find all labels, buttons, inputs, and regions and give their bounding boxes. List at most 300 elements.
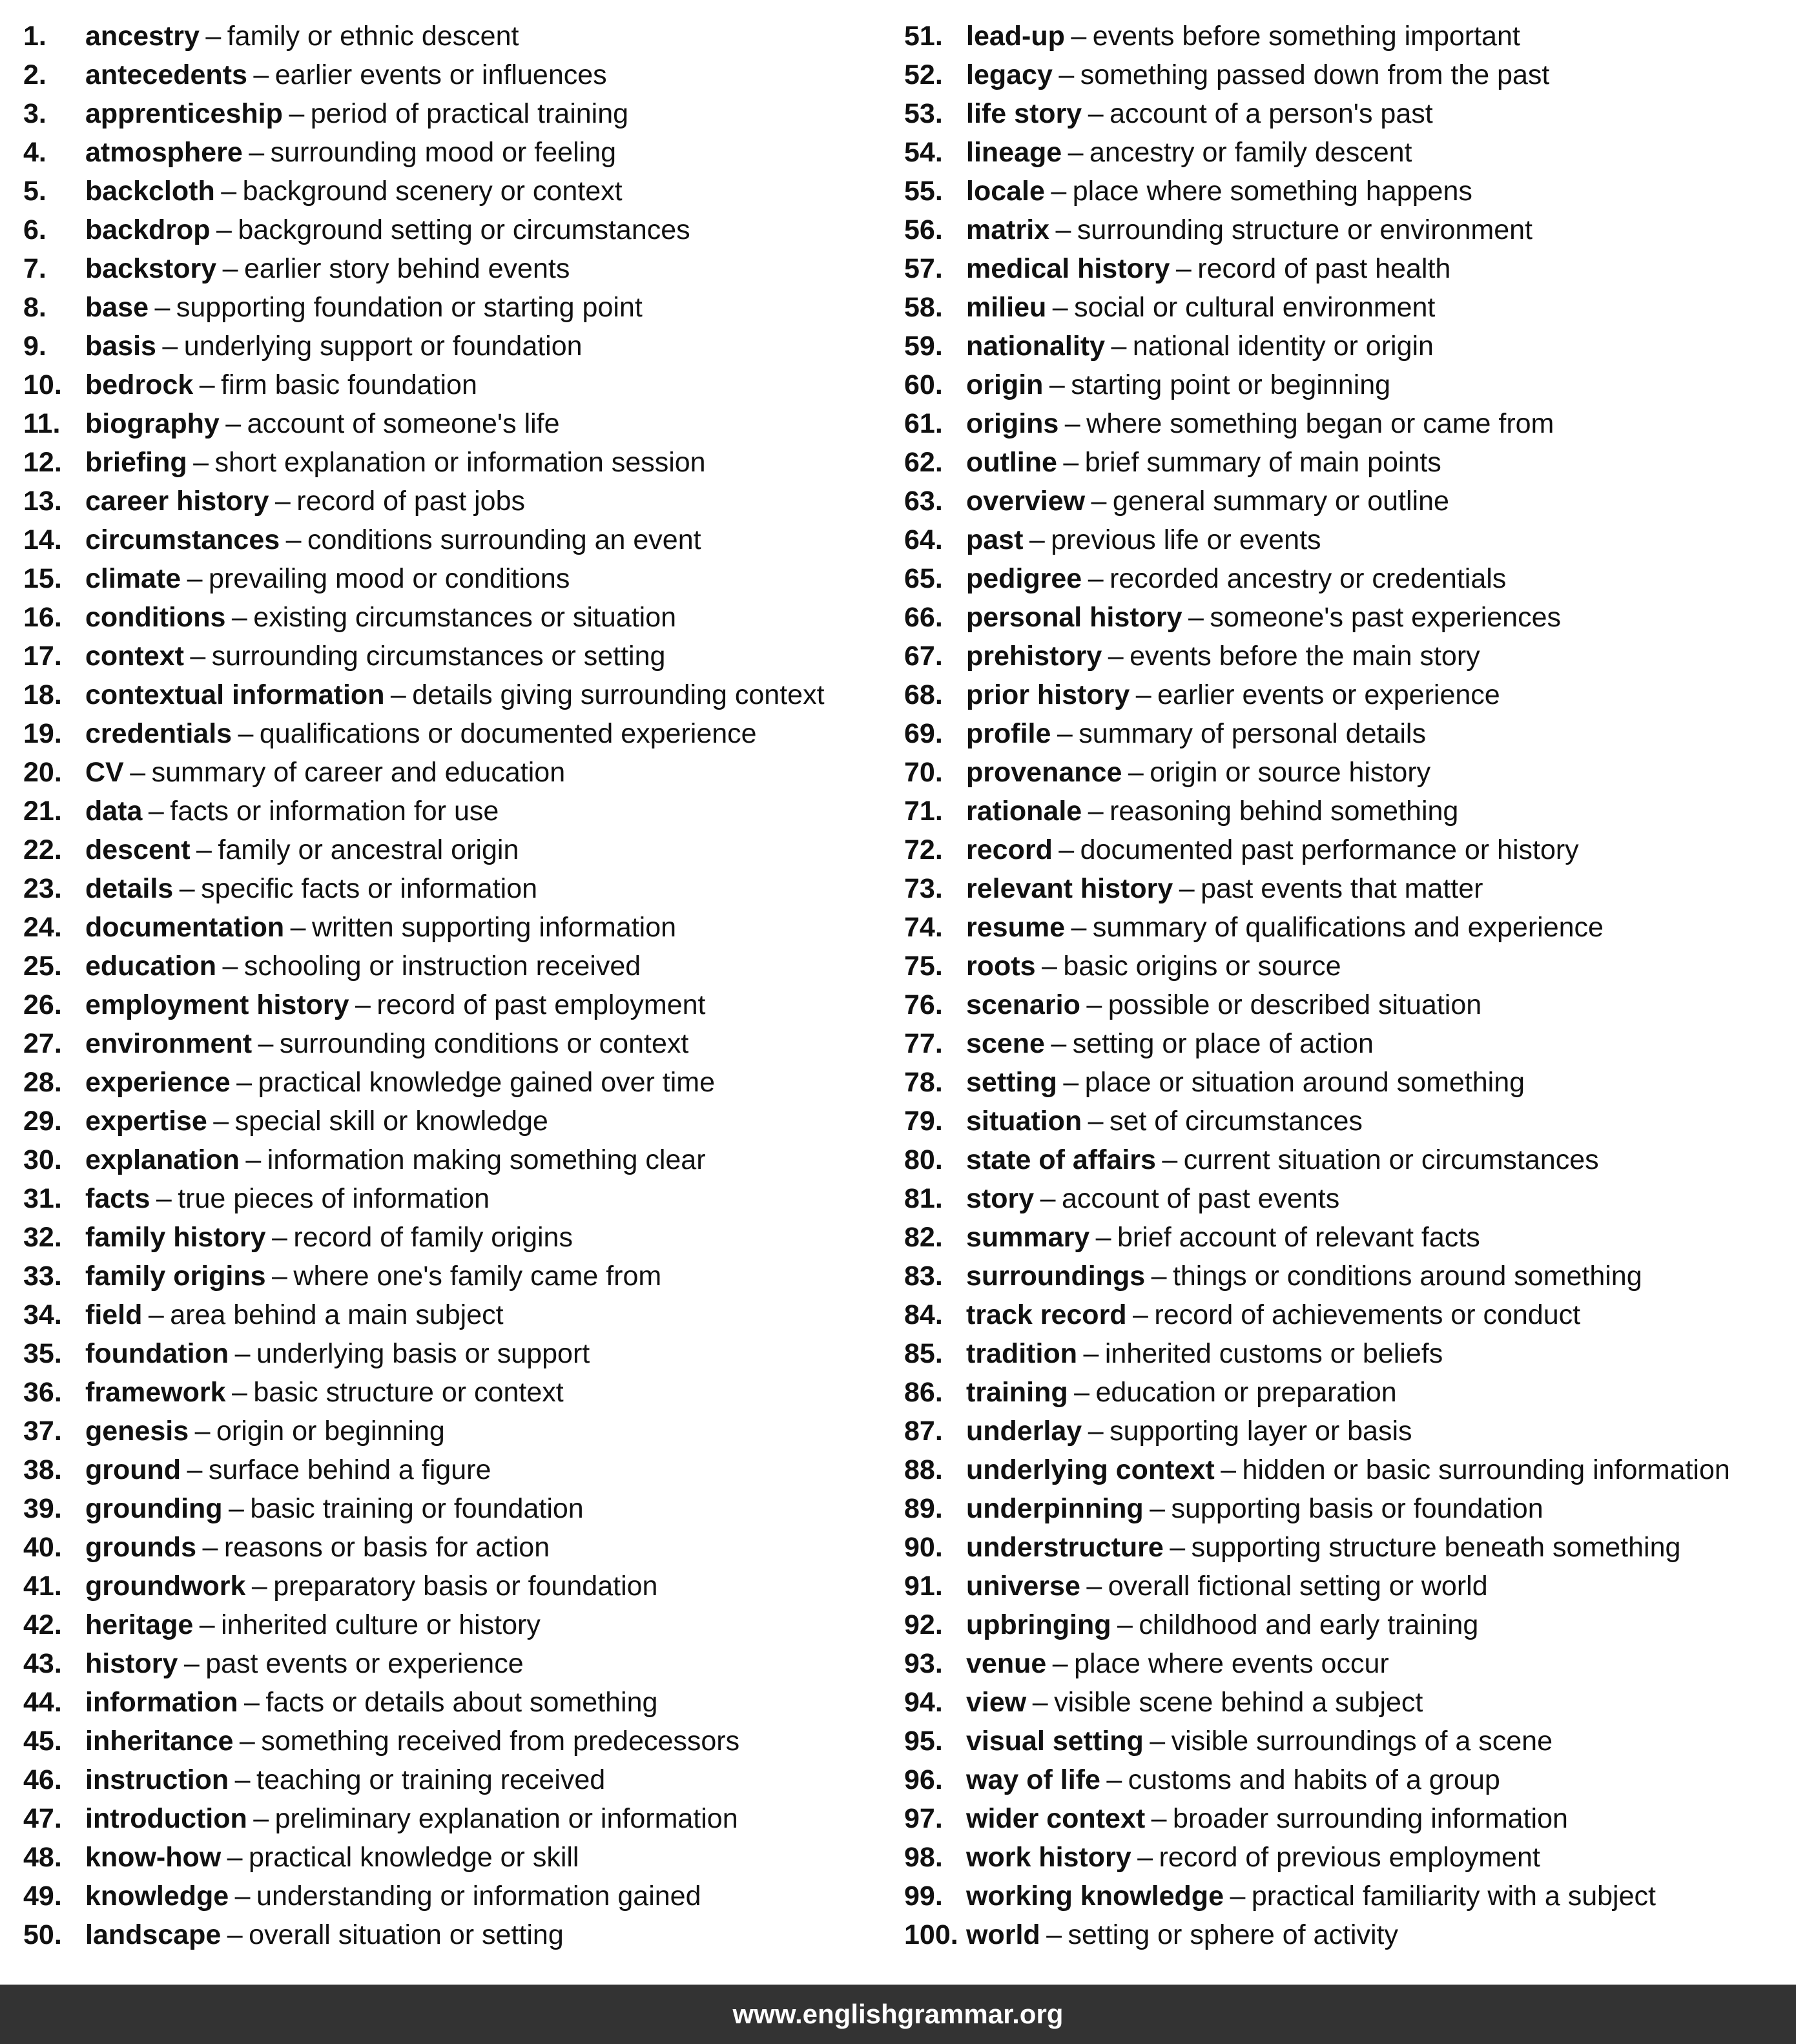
- item-term: family origins: [85, 1261, 266, 1292]
- list-item: [904, 56, 1789, 94]
- item-number: 19.: [23, 718, 62, 749]
- item-separator: –: [272, 1261, 287, 1292]
- item-number: 33.: [23, 1261, 62, 1292]
- list-item: [23, 598, 902, 637]
- item-term: expertise: [85, 1106, 207, 1137]
- item-number: 47.: [23, 1803, 62, 1834]
- list-item: [23, 482, 902, 521]
- list-item: [904, 1334, 1789, 1373]
- item-term: upbringing: [966, 1609, 1111, 1640]
- item-content: [85, 288, 643, 327]
- item-separator: –: [1162, 1144, 1178, 1175]
- item-content: [85, 1141, 706, 1179]
- item-separator: –: [1071, 21, 1087, 52]
- item-content: [966, 1760, 1500, 1799]
- item-definition: details giving surrounding context: [412, 679, 825, 710]
- item-separator: –: [1083, 1338, 1099, 1369]
- item-number: 27.: [23, 1028, 62, 1059]
- item-definition: family or ancestral origin: [218, 834, 519, 865]
- item-definition: existing circumstances or situation: [253, 602, 677, 633]
- item-number: 21.: [23, 796, 62, 827]
- item-definition: earlier story behind events: [244, 253, 570, 284]
- item-definition: area behind a main subject: [170, 1299, 504, 1330]
- list-item: [23, 521, 902, 559]
- item-term: setting: [966, 1067, 1057, 1098]
- item-content: [966, 1838, 1540, 1877]
- item-definition: national identity or origin: [1132, 331, 1434, 362]
- item-content: [85, 1373, 564, 1412]
- item-content: [85, 1450, 491, 1489]
- list-item: [904, 249, 1789, 288]
- item-separator: –: [1058, 834, 1075, 865]
- item-content: [85, 94, 628, 133]
- item-number: 28.: [23, 1067, 62, 1098]
- item-content: [85, 1179, 490, 1218]
- item-definition: broader surrounding information: [1173, 1803, 1568, 1834]
- footer-url: www.englishgrammar.org: [0, 1985, 1796, 2044]
- item-definition: supporting layer or basis: [1110, 1416, 1412, 1447]
- item-content: [966, 94, 1433, 133]
- item-content: [966, 1373, 1397, 1412]
- item-definition: setting or place of action: [1072, 1028, 1374, 1059]
- list-item: [904, 1296, 1789, 1334]
- item-separator: –: [1057, 718, 1073, 749]
- list-item: [23, 831, 902, 869]
- item-definition: place where something happens: [1072, 176, 1472, 207]
- item-term: climate: [85, 563, 181, 594]
- item-term: resume: [966, 912, 1065, 943]
- item-number: 57.: [904, 253, 943, 284]
- list-item: [23, 1373, 902, 1412]
- item-number: 85.: [904, 1338, 943, 1369]
- item-number: 55.: [904, 176, 943, 207]
- item-term: credentials: [85, 718, 232, 749]
- item-content: [966, 1605, 1478, 1644]
- list-item: [23, 1296, 902, 1334]
- list-item: [23, 947, 902, 986]
- item-term: state of affairs: [966, 1144, 1156, 1175]
- item-definition: something received from predecessors: [261, 1726, 740, 1757]
- item-number: 6.: [23, 214, 46, 245]
- item-content: [85, 1605, 541, 1644]
- item-separator: –: [1074, 1377, 1090, 1408]
- list-item: [904, 1605, 1789, 1644]
- list-item: [23, 1528, 902, 1567]
- item-number: 66.: [904, 602, 943, 633]
- list-item: [904, 1567, 1789, 1605]
- item-separator: –: [1055, 214, 1071, 245]
- item-content: [85, 1760, 605, 1799]
- item-separator: –: [1063, 1067, 1079, 1098]
- list-item: [23, 211, 902, 249]
- item-content: [85, 1334, 590, 1373]
- list-item: [23, 1412, 902, 1450]
- item-number: 74.: [904, 912, 943, 943]
- list-item: [904, 1450, 1789, 1489]
- item-term: provenance: [966, 757, 1122, 788]
- item-definition: specific facts or information: [201, 873, 538, 904]
- item-term: circumstances: [85, 524, 280, 555]
- item-number: 30.: [23, 1144, 62, 1175]
- item-content: [85, 1102, 548, 1141]
- list-item: [23, 676, 902, 714]
- item-separator: –: [199, 1609, 215, 1640]
- list-item: [904, 1528, 1789, 1567]
- item-number: 86.: [904, 1377, 943, 1408]
- item-content: [966, 947, 1341, 986]
- item-number: 63.: [904, 486, 943, 517]
- item-term: know-how: [85, 1842, 222, 1873]
- item-separator: –: [1095, 1222, 1111, 1253]
- list-item: [904, 482, 1789, 521]
- item-definition: record of past health: [1197, 253, 1451, 284]
- item-content: [966, 366, 1390, 404]
- item-content: [85, 1838, 579, 1877]
- list-item: [23, 327, 902, 366]
- list-item: [23, 288, 902, 327]
- item-definition: brief account of relevant facts: [1117, 1222, 1480, 1253]
- item-separator: –: [199, 369, 215, 400]
- item-number: 43.: [23, 1648, 62, 1679]
- item-term: history: [85, 1648, 178, 1679]
- item-term: visual setting: [966, 1726, 1144, 1757]
- item-number: 53.: [904, 98, 943, 129]
- item-term: apprenticeship: [85, 98, 283, 129]
- item-definition: basic origins or source: [1063, 951, 1341, 982]
- item-content: [966, 1489, 1543, 1528]
- item-term: CV: [85, 757, 124, 788]
- item-definition: origin or beginning: [216, 1416, 445, 1447]
- item-number: 62.: [904, 447, 943, 478]
- list-item: [904, 831, 1789, 869]
- item-content: [85, 211, 690, 249]
- item-definition: possible or described situation: [1108, 989, 1482, 1020]
- item-separator: –: [253, 59, 269, 90]
- list-item: [904, 1760, 1789, 1799]
- item-term: way of life: [966, 1764, 1100, 1795]
- item-separator: –: [289, 98, 305, 129]
- item-content: [966, 676, 1500, 714]
- item-content: [85, 404, 560, 443]
- item-content: [85, 908, 676, 947]
- list-item: [904, 869, 1789, 908]
- item-separator: –: [1188, 602, 1204, 633]
- item-term: groundwork: [85, 1571, 246, 1602]
- item-definition: current situation or circumstances: [1183, 1144, 1599, 1175]
- item-definition: period of practical training: [310, 98, 629, 129]
- item-number: 67.: [904, 641, 943, 672]
- item-number: 87.: [904, 1416, 943, 1447]
- item-term: origin: [966, 369, 1044, 400]
- item-separator: –: [1029, 524, 1045, 555]
- item-term: genesis: [85, 1416, 189, 1447]
- item-definition: general summary or outline: [1112, 486, 1449, 517]
- item-definition: where something began or came from: [1086, 408, 1554, 439]
- item-number: 95.: [904, 1726, 943, 1757]
- item-definition: practical familiarity with a subject: [1251, 1881, 1656, 1912]
- item-number: 46.: [23, 1764, 62, 1795]
- item-term: documentation: [85, 912, 285, 943]
- list-item: [904, 753, 1789, 792]
- item-definition: summary of personal details: [1079, 718, 1426, 749]
- item-term: landscape: [85, 1919, 222, 1950]
- item-definition: social or cultural environment: [1074, 292, 1436, 323]
- item-number: 32.: [23, 1222, 62, 1253]
- item-number: 24.: [23, 912, 62, 943]
- item-content: [85, 1915, 564, 1954]
- item-term: foundation: [85, 1338, 229, 1369]
- item-definition: special skill or knowledge: [234, 1106, 548, 1137]
- item-number: 14.: [23, 524, 62, 555]
- item-term: information: [85, 1687, 238, 1718]
- item-definition: underlying support or foundation: [183, 331, 583, 362]
- item-term: record: [966, 834, 1053, 865]
- list-item: [23, 908, 902, 947]
- item-content: [966, 133, 1412, 172]
- item-term: outline: [966, 447, 1057, 478]
- item-content: [85, 1567, 657, 1605]
- item-number: 1.: [23, 21, 46, 52]
- item-definition: short explanation or information session: [214, 447, 706, 478]
- list-item: [23, 1450, 902, 1489]
- item-term: tradition: [966, 1338, 1077, 1369]
- item-term: universe: [966, 1571, 1080, 1602]
- list-item: [23, 1644, 902, 1683]
- item-definition: record of family origins: [293, 1222, 573, 1253]
- item-number: 31.: [23, 1183, 62, 1214]
- item-definition: background setting or circumstances: [238, 214, 690, 245]
- item-separator: –: [1088, 98, 1104, 129]
- item-definition: recorded ancestry or credentials: [1110, 563, 1507, 594]
- item-definition: origin or source history: [1150, 757, 1431, 788]
- item-term: base: [85, 292, 149, 323]
- list-item: [23, 1063, 902, 1102]
- item-separator: –: [225, 408, 242, 439]
- item-term: understructure: [966, 1532, 1164, 1563]
- item-content: [966, 404, 1554, 443]
- item-content: [85, 637, 665, 676]
- item-number: 88.: [904, 1454, 943, 1485]
- item-term: backstory: [85, 253, 217, 284]
- item-separator: –: [187, 1454, 203, 1485]
- item-content: [85, 947, 641, 986]
- item-number: 50.: [23, 1919, 62, 1950]
- item-term: context: [85, 641, 184, 672]
- item-content: [966, 1218, 1480, 1257]
- item-content: [85, 1218, 573, 1257]
- item-term: backdrop: [85, 214, 211, 245]
- item-term: ancestry: [85, 21, 200, 52]
- item-term: biography: [85, 408, 220, 439]
- item-definition: starting point or beginning: [1071, 369, 1391, 400]
- item-separator: –: [1111, 331, 1127, 362]
- item-content: [966, 792, 1458, 831]
- item-definition: account of someone's life: [247, 408, 560, 439]
- item-definition: inherited customs or beliefs: [1104, 1338, 1443, 1369]
- item-number: 94.: [904, 1687, 943, 1718]
- item-definition: basic structure or context: [253, 1377, 564, 1408]
- item-term: underpinning: [966, 1493, 1144, 1524]
- item-term: prehistory: [966, 641, 1102, 672]
- item-definition: visible scene behind a subject: [1054, 1687, 1423, 1718]
- item-definition: overall situation or setting: [249, 1919, 564, 1950]
- list-item: [904, 792, 1789, 831]
- item-number: 97.: [904, 1803, 943, 1834]
- list-item: [23, 172, 902, 211]
- item-separator: –: [130, 757, 146, 788]
- item-number: 20.: [23, 757, 62, 788]
- item-content: [85, 869, 537, 908]
- list-item: [23, 1915, 902, 1954]
- item-content: [85, 753, 565, 792]
- item-term: lead-up: [966, 21, 1065, 52]
- item-number: 48.: [23, 1842, 62, 1873]
- item-content: [966, 908, 1604, 947]
- item-term: atmosphere: [85, 137, 243, 168]
- item-content: [85, 1683, 657, 1722]
- list-item: [23, 404, 902, 443]
- item-content: [966, 1141, 1599, 1179]
- item-term: details: [85, 873, 174, 904]
- item-definition: ancestry or family descent: [1089, 137, 1412, 168]
- list-item: [904, 1877, 1789, 1915]
- item-content: [85, 56, 607, 94]
- item-term: contextual information: [85, 679, 385, 710]
- item-definition: events before something important: [1092, 21, 1520, 52]
- item-content: [85, 1799, 738, 1838]
- list-item: [904, 1257, 1789, 1296]
- item-separator: –: [1137, 1842, 1153, 1873]
- list-item: [904, 714, 1789, 753]
- item-separator: –: [162, 331, 178, 362]
- item-definition: set of circumstances: [1110, 1106, 1363, 1137]
- item-separator: –: [148, 1299, 164, 1330]
- item-content: [966, 1915, 1398, 1954]
- list-item: [904, 1644, 1789, 1683]
- item-number: 22.: [23, 834, 62, 865]
- item-definition: summary of qualifications and experience: [1092, 912, 1604, 943]
- list-item: [904, 1915, 1789, 1954]
- list-item: [23, 1334, 902, 1373]
- item-separator: –: [1179, 873, 1195, 904]
- item-term: descent: [85, 834, 191, 865]
- item-definition: surrounding conditions or context: [279, 1028, 689, 1059]
- item-separator: –: [1221, 1454, 1237, 1485]
- list-item: [904, 211, 1789, 249]
- item-content: [85, 172, 623, 211]
- item-definition: events before the main story: [1130, 641, 1480, 672]
- item-separator: –: [1151, 1803, 1167, 1834]
- item-separator: –: [194, 1416, 211, 1447]
- item-definition: written supporting information: [312, 912, 677, 943]
- item-number: 44.: [23, 1687, 62, 1718]
- list-item: [904, 1063, 1789, 1102]
- item-number: 56.: [904, 214, 943, 245]
- list-item: [904, 1141, 1789, 1179]
- item-term: personal history: [966, 602, 1182, 633]
- item-term: locale: [966, 176, 1045, 207]
- item-number: 92.: [904, 1609, 943, 1640]
- item-separator: –: [202, 1532, 218, 1563]
- list-item: [904, 637, 1789, 676]
- item-number: 98.: [904, 1842, 943, 1873]
- item-separator: –: [229, 1493, 244, 1524]
- item-number: 3.: [23, 98, 46, 129]
- item-term: past: [966, 524, 1024, 555]
- item-term: data: [85, 796, 143, 827]
- item-content: [966, 1024, 1374, 1063]
- item-separator: –: [245, 1144, 262, 1175]
- item-number: 11.: [23, 408, 61, 439]
- item-content: [85, 366, 477, 404]
- item-number: 84.: [904, 1299, 943, 1330]
- item-definition: setting or sphere of activity: [1068, 1919, 1398, 1950]
- item-separator: –: [1175, 253, 1192, 284]
- item-number: 72.: [904, 834, 943, 865]
- item-content: [85, 1644, 524, 1683]
- item-term: roots: [966, 951, 1036, 982]
- item-definition: education or preparation: [1095, 1377, 1397, 1408]
- item-separator: –: [1106, 1764, 1122, 1795]
- item-separator: –: [196, 834, 212, 865]
- item-term: view: [966, 1687, 1027, 1718]
- item-term: venue: [966, 1648, 1047, 1679]
- list-item: [23, 366, 902, 404]
- item-number: 9.: [23, 331, 46, 362]
- item-separator: –: [222, 951, 238, 982]
- item-content: [85, 443, 706, 482]
- item-term: prior history: [966, 679, 1130, 710]
- item-definition: visible surroundings of a scene: [1171, 1726, 1553, 1757]
- item-content: [85, 1877, 701, 1915]
- list-item: [23, 1179, 902, 1218]
- item-separator: –: [231, 602, 247, 633]
- item-number: 5.: [23, 176, 46, 207]
- item-content: [966, 1334, 1443, 1373]
- item-separator: –: [251, 1571, 267, 1602]
- item-definition: record of past employment: [377, 989, 706, 1020]
- item-definition: supporting structure beneath something: [1191, 1532, 1681, 1563]
- item-number: 18.: [23, 679, 62, 710]
- item-separator: –: [290, 912, 306, 943]
- item-content: [966, 56, 1549, 94]
- item-term: basis: [85, 331, 156, 362]
- item-separator: –: [148, 796, 164, 827]
- item-number: 12.: [23, 447, 62, 478]
- list-item: [904, 1838, 1789, 1877]
- item-content: [85, 1024, 688, 1063]
- item-separator: –: [1071, 912, 1087, 943]
- item-definition: someone's past experiences: [1210, 602, 1561, 633]
- item-separator: –: [1064, 408, 1080, 439]
- item-term: grounds: [85, 1532, 196, 1563]
- item-separator: –: [1150, 1493, 1166, 1524]
- list-item: [904, 1218, 1789, 1257]
- item-term: world: [966, 1919, 1040, 1950]
- item-term: introduction: [85, 1803, 247, 1834]
- list-item: [23, 1605, 902, 1644]
- item-separator: –: [285, 524, 302, 555]
- item-content: [966, 443, 1441, 482]
- item-definition: surface behind a figure: [208, 1454, 491, 1485]
- item-term: nationality: [966, 331, 1106, 362]
- item-term: underlay: [966, 1416, 1082, 1447]
- item-term: work history: [966, 1842, 1131, 1873]
- item-separator: –: [221, 176, 237, 207]
- item-separator: –: [274, 486, 291, 517]
- item-separator: –: [227, 1919, 243, 1950]
- item-separator: –: [1052, 292, 1068, 323]
